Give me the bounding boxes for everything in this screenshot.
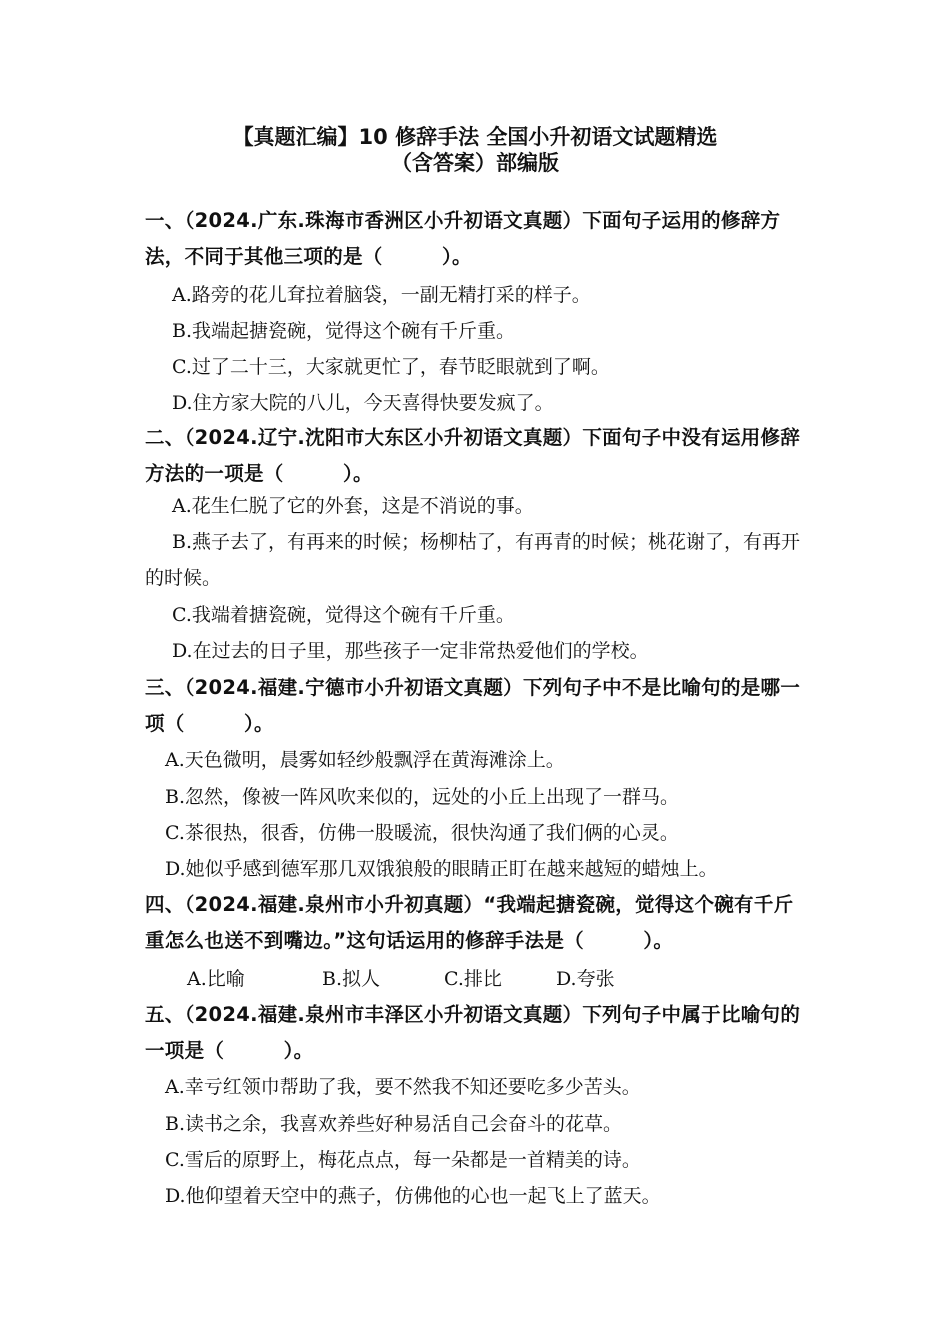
question-1-option-d: D.住方家大院的八儿，今天喜得快要发疯了。 bbox=[172, 392, 554, 414]
question-5-option-a: A.幸亏红领巾帮助了我，要不然我不知还要吃多少苦头。 bbox=[165, 1076, 641, 1098]
question-3-option-a: A.天色微明，晨雾如轻纱般飘浮在黄海滩涂上。 bbox=[165, 749, 565, 771]
question-1-stem: 一、（2024.广东.珠海市香洲区小升初语文真题）下面句子运用的修辞方法，不同于其他三项的是（ ）。 bbox=[145, 209, 781, 268]
question-4-option-b: B.拟人 bbox=[322, 968, 381, 990]
question-2-option-c: C.我端着搪瓷碗，觉得这个碗有千斤重。 bbox=[172, 604, 515, 626]
document-subtitle: （含答案）部编版 bbox=[391, 151, 559, 175]
question-1-option-b: B.我端起搪瓷碗，觉得这个碗有千斤重。 bbox=[172, 320, 516, 342]
question-2-option-b: B.燕子去了，有再来的时候；杨柳枯了，有再青的时候；桃花谢了，有再开的时候。 bbox=[145, 531, 801, 589]
question-2-option-d: D.在过去的日子里，那些孩子一定非常热爱他们的学校。 bbox=[172, 640, 649, 662]
question-5-option-b: B.读书之余，我喜欢养些好种易活自己会奋斗的花草。 bbox=[165, 1113, 623, 1135]
question-4-option-c: C.排比 bbox=[444, 968, 502, 990]
question-5-option-d: D.他仰望着天空中的燕子，仿佛他的心也一起飞上了蓝天。 bbox=[165, 1185, 661, 1207]
question-4-options bbox=[187, 961, 615, 997]
question-5-option-c: C.雪后的原野上，梅花点点，每一朵都是一首精美的诗。 bbox=[165, 1149, 641, 1171]
question-2-option-a: A.花生仁脱了它的外套，这是不消说的事。 bbox=[172, 495, 534, 517]
question-2-stem: 二、（2024.辽宁.沈阳市大东区小升初语文真题）下面句子中没有运用修辞方法的一项是（ ）。 bbox=[145, 426, 801, 485]
question-3-option-d: D.她似乎感到德军那几双饿狼般的眼睛正盯在越来越短的蜡烛上。 bbox=[165, 858, 718, 880]
question-3-option-b: B.忽然，像被一阵风吹来似的，远处的小丘上出现了一群马。 bbox=[165, 786, 680, 808]
document-title: 【真题汇编】10 修辞手法 全国小升初语文试题精选 bbox=[232, 125, 718, 149]
question-5-stem: 五、（2024.福建.泉州市丰泽区小升初语文真题）下列句子中属于比喻句的一项是（ ）。 bbox=[145, 1003, 801, 1062]
question-3-stem: 三、（2024.福建.宁德市小升初语文真题）下列句子中不是比喻句的是哪一项（ ）。 bbox=[145, 676, 801, 735]
question-3-option-c: C.茶很热，很香，仿佛一股暖流，很快沟通了我们俩的心灵。 bbox=[165, 822, 679, 844]
question-4-option-d: D.夸张 bbox=[556, 968, 615, 990]
question-4-stem: 四、（2024.福建.泉州市小升初真题）“我端起搪瓷碗，觉得这个碗有千斤重怎么也送不到嘴边。”这句话运用的修辞手法是（ ）。 bbox=[145, 893, 794, 952]
question-1-option-c: C.过了二十三，大家就更忙了，春节眨眼就到了啊。 bbox=[172, 356, 610, 378]
question-1-option-a: A.路旁的花儿耷拉着脑袋，一副无精打采的样子。 bbox=[172, 284, 591, 306]
question-4-option-a: A.比喻 bbox=[187, 968, 245, 990]
